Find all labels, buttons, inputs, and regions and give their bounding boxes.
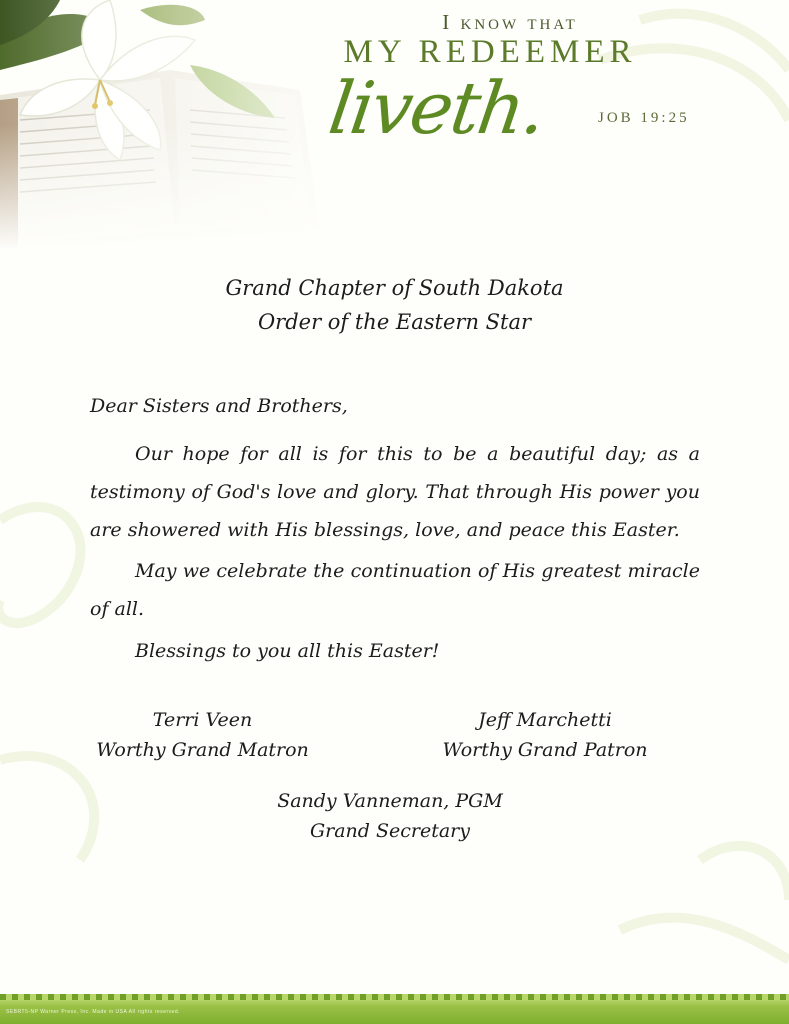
signature-block-matron (75, 705, 330, 765)
signature-block-patron (420, 705, 670, 765)
footer-stripe (0, 994, 789, 1000)
organization-name: Grand Chapter of South Dakota (225, 276, 564, 300)
header-title: MY REDEEMER (343, 34, 637, 70)
header-tagline: I know that (442, 10, 578, 34)
signer-title: Grand Secretary (309, 820, 471, 842)
signer-name: Sandy Vanneman, PGM (277, 790, 503, 812)
letter-paragraph (90, 552, 700, 628)
footer-fine-print: SEBRT5-NP Warner Press, Inc. Made in USA All rights reserved. (6, 1009, 181, 1015)
letter-paragraph (90, 632, 700, 670)
paragraph-text: May we celebrate the continuation of His greatest miracle of all. (90, 560, 700, 620)
signer-name: Jeff Marchetti (478, 709, 612, 731)
scripture-reference: JOB 19:25 (598, 110, 690, 126)
paragraph-text: Blessings to you all this Easter! (135, 640, 440, 662)
signature-block-secretary (240, 786, 540, 846)
signer-title: Worthy Grand Patron (442, 739, 648, 761)
signer-name: Terri Veen (152, 709, 253, 731)
footer-decorative-band (0, 994, 789, 1024)
letter-paragraph (90, 435, 700, 549)
organization-order: Order of the Eastern Star (257, 310, 532, 334)
header-script-word: liveth. (324, 66, 550, 150)
salutation: Dear Sisters and Brothers, (90, 395, 348, 417)
signer-title: Worthy Grand Matron (96, 739, 309, 761)
paragraph-text: Our hope for all is for this to be a beautiful day; as a testimony of God's love and glory. That through His power you are showered with His blessings, love, and peace this Easter. (90, 443, 700, 541)
